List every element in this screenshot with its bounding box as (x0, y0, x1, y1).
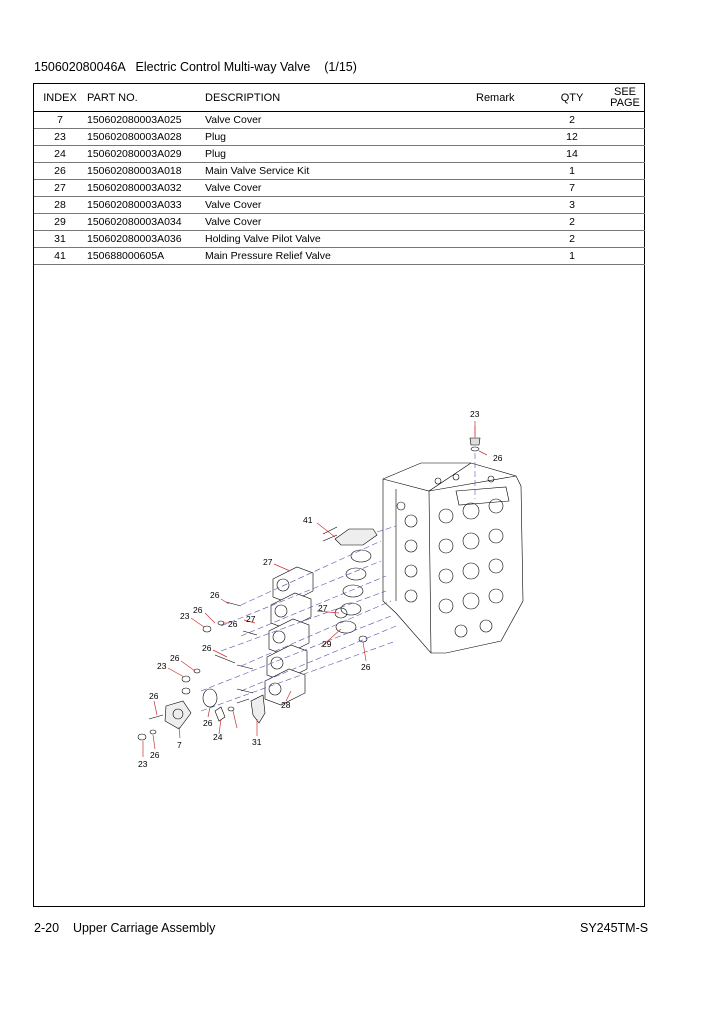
callout-label: 26 (210, 590, 220, 600)
parts-frame (33, 83, 645, 907)
callout-label: 29 (322, 639, 332, 649)
header-description: DESCRIPTION (204, 84, 476, 112)
doc-name: Electric Control Multi-way Valve (135, 60, 311, 74)
row-part-no: 150602080003A028 (86, 129, 204, 146)
row-index: 26 (34, 163, 86, 180)
row-index: 24 (34, 146, 86, 163)
callout-label: 24 (213, 732, 223, 742)
row-qty: 12 (539, 129, 605, 146)
row-index: 23 (34, 129, 86, 146)
row-index: 7 (34, 112, 86, 129)
row-qty: 1 (539, 248, 605, 265)
doc-number: 150602080046A (34, 60, 126, 74)
callout-label: 28 (281, 700, 291, 710)
row-description: Valve Cover (204, 112, 476, 129)
callout-label: 26 (202, 643, 212, 653)
header-qty: QTY (539, 84, 605, 112)
footer-model: SY245TM-S (580, 921, 649, 935)
row-qty: 3 (539, 197, 605, 214)
row-qty: 2 (539, 112, 605, 129)
row-qty: 7 (539, 180, 605, 197)
valve-body (383, 463, 523, 653)
row-description: Valve Cover (204, 180, 476, 197)
o-ring-stack (335, 550, 371, 642)
footer-section: Upper Carriage Assembly (72, 921, 216, 935)
header-see-label: SEE (613, 85, 636, 98)
row-index: 29 (34, 214, 86, 231)
row-qty: 1 (539, 163, 605, 180)
callout-label: 23 (157, 661, 167, 671)
row-description: Valve Cover (204, 214, 476, 231)
callout-label: 26 (170, 653, 180, 663)
header-index: INDEX (34, 84, 86, 112)
callout-label: 26 (150, 750, 160, 760)
row-description: Main Valve Service Kit (204, 163, 476, 180)
row-index: 27 (34, 180, 86, 197)
callout-label: 27 (246, 614, 256, 624)
callout-label: 23 (180, 611, 190, 621)
callout-label: 26 (361, 662, 371, 672)
row-index: 31 (34, 231, 86, 248)
row-index: 28 (34, 197, 86, 214)
row-description: Holding Valve Pilot Valve (204, 231, 476, 248)
callout-label: 7 (177, 740, 182, 750)
header-remark: Remark (476, 84, 539, 112)
row-part-no: 150602080003A032 (86, 180, 204, 197)
row-part-no: 150602080003A034 (86, 214, 204, 231)
row-qty: 2 (539, 231, 605, 248)
row-part-no: 150602080003A029 (86, 146, 204, 163)
callout-label: 31 (252, 737, 262, 747)
row-description: Plug (204, 129, 476, 146)
page-fraction: (1/15) (324, 60, 357, 74)
callout-label: 41 (303, 515, 313, 525)
callout-label: 23 (138, 759, 148, 769)
row-part-no: 150602080003A018 (86, 163, 204, 180)
footer-page-number: 2-20 (34, 921, 60, 935)
row-qty: 2 (539, 214, 605, 231)
exploded-view-diagram (34, 84, 644, 906)
callout-label: 26 (493, 453, 503, 463)
row-description: Valve Cover (204, 197, 476, 214)
row-description: Plug (204, 146, 476, 163)
document-title (34, 60, 357, 74)
callout-label: 26 (228, 619, 238, 629)
row-index: 41 (34, 248, 86, 265)
row-description: Main Pressure Relief Valve (204, 248, 476, 265)
callout-label: 27 (318, 603, 328, 613)
row-part-no: 150688000605A (86, 248, 204, 265)
row-qty: 14 (539, 146, 605, 163)
valve-covers (265, 567, 313, 705)
header-part-no: PART NO. (86, 84, 204, 112)
row-part-no: 150602080003A025 (86, 112, 204, 129)
callout-label: 27 (263, 557, 273, 567)
callout-label: 23 (470, 409, 480, 419)
callout-label: 26 (149, 691, 159, 701)
footer-page-info (34, 921, 215, 935)
callout-label: 26 (203, 718, 213, 728)
callout-label: 26 (193, 605, 203, 615)
header-page-label: PAGE (610, 96, 640, 109)
row-part-no: 150602080003A033 (86, 197, 204, 214)
row-part-no: 150602080003A036 (86, 231, 204, 248)
